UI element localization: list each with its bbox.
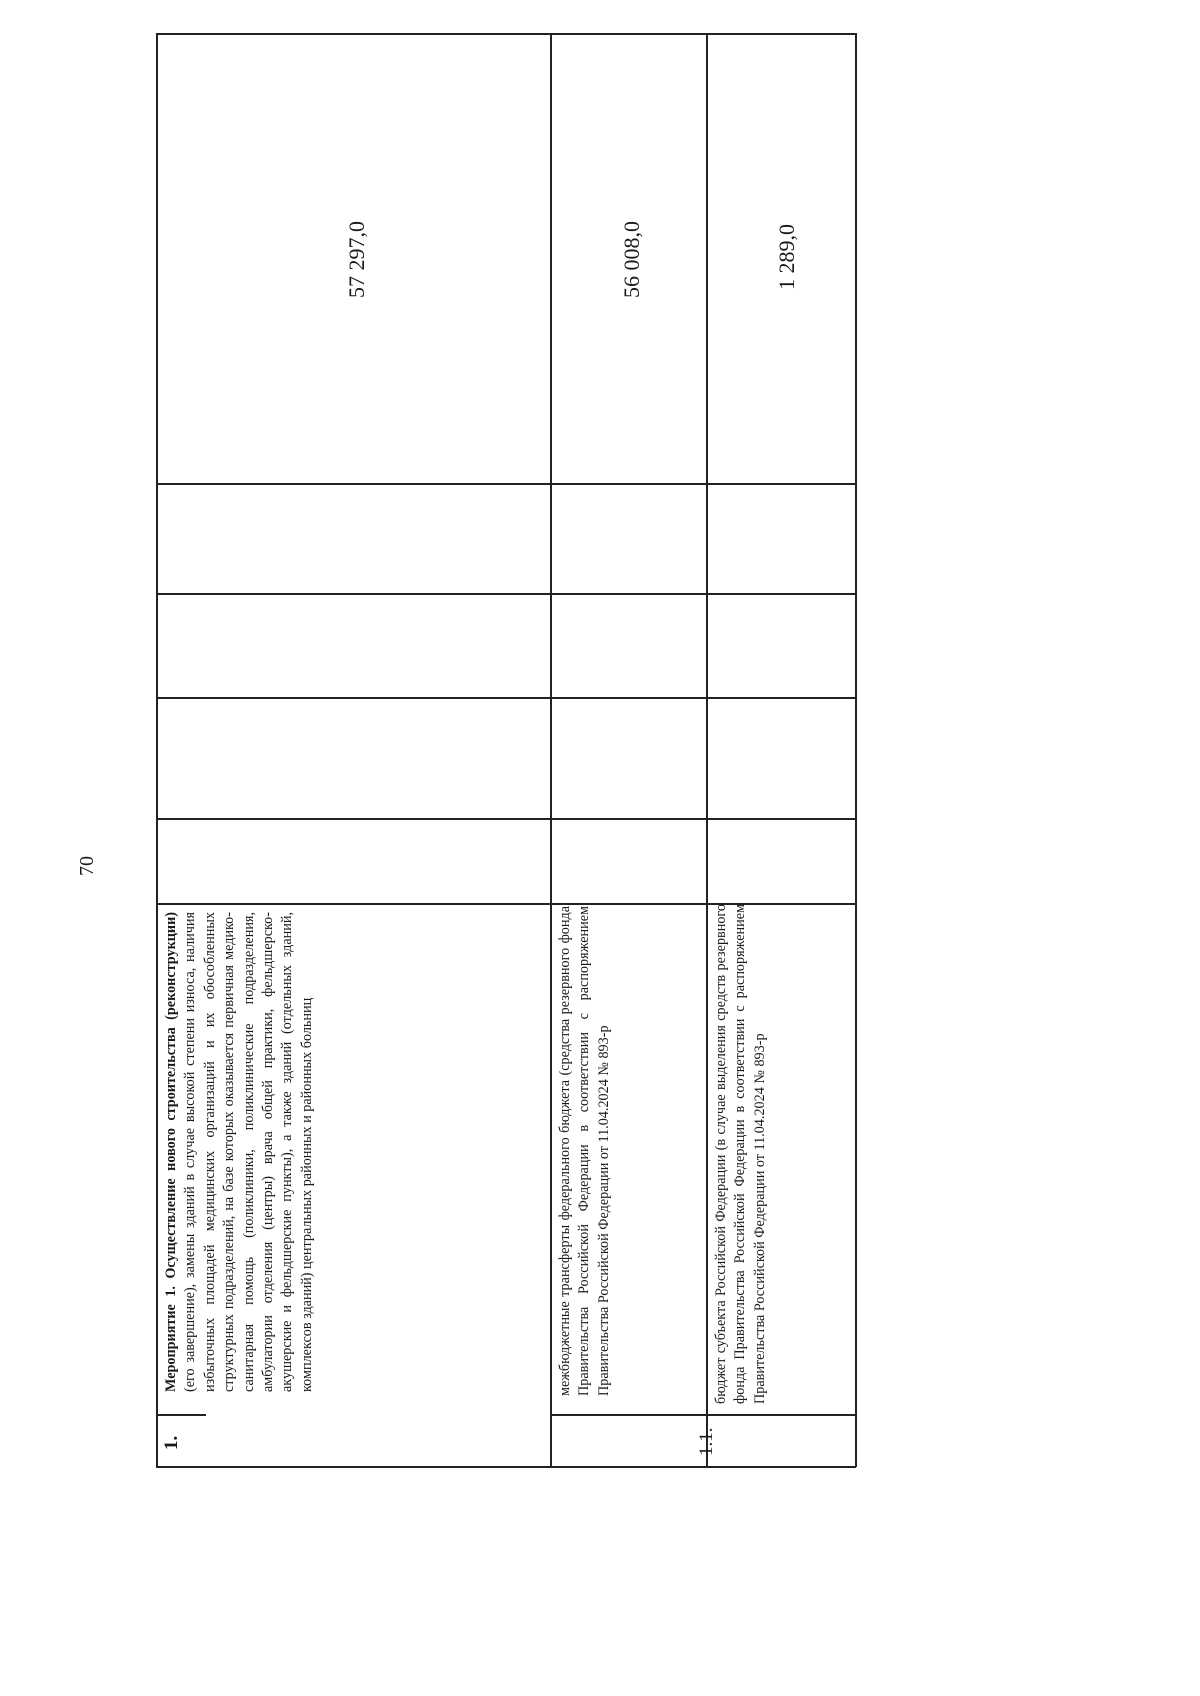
- page-number: 70: [76, 856, 98, 876]
- table-border-right: [855, 33, 857, 1467]
- row-description: бюджет субъекта Российской Федерации (в случае выделения средств резервного фонда Правительства Российской Федерации в соответствии с распоряжением Правительства Российской Федерации от 11.04.2024 № 893-р: [713, 904, 768, 1404]
- table-line-col6: [156, 1414, 206, 1416]
- table-line-row2: [706, 33, 708, 1467]
- table-border-left: [156, 33, 158, 1467]
- table-border-top: [156, 33, 856, 35]
- row-amount: 57 297,0: [344, 221, 369, 298]
- table-line-col2: [156, 593, 856, 595]
- row-description-text: (его завершение), замены зданий в случае высокой степени износа, наличия избыточных площадей медицинских организаций и их обособленных структурных подразделений, на базе которых оказывается первичная медико-санитарная помощь (поликлиники, поликлинические подразделения, амбулатории отделения (центры) врача общей практики, фельдшерско-акушерские и фельдшерские пункты), а также зданий (отдельных зданий, комплексов зданий) центральных районных и районных больниц: [182, 912, 315, 1392]
- row-number: 1.1.: [696, 1427, 717, 1456]
- row-title: Мероприятие 1. Осуществление нового строительства (реконструкции): [163, 912, 179, 1392]
- row-amount: 56 008,0: [619, 221, 644, 298]
- table-line-col6c: [706, 1414, 856, 1416]
- table-line-row1: [550, 33, 552, 1467]
- table-line-col4: [156, 818, 856, 820]
- table-border-bottom: [156, 1466, 856, 1468]
- table-line-col6b: [550, 1414, 706, 1416]
- row-amount: 1 289,0: [774, 224, 799, 290]
- row-description: межбюджетные трансферты федерального бюджета (средства резервного фонда Правительства Российской Федерации в соответствии с распоряжением Правительства Российской Федерации от 11.04.2024 № 893-р: [557, 906, 612, 1396]
- row-description: [162, 912, 317, 1392]
- table-line-col1: [156, 483, 856, 485]
- table-line-col3: [156, 697, 856, 699]
- row-number: 1.: [161, 1435, 182, 1450]
